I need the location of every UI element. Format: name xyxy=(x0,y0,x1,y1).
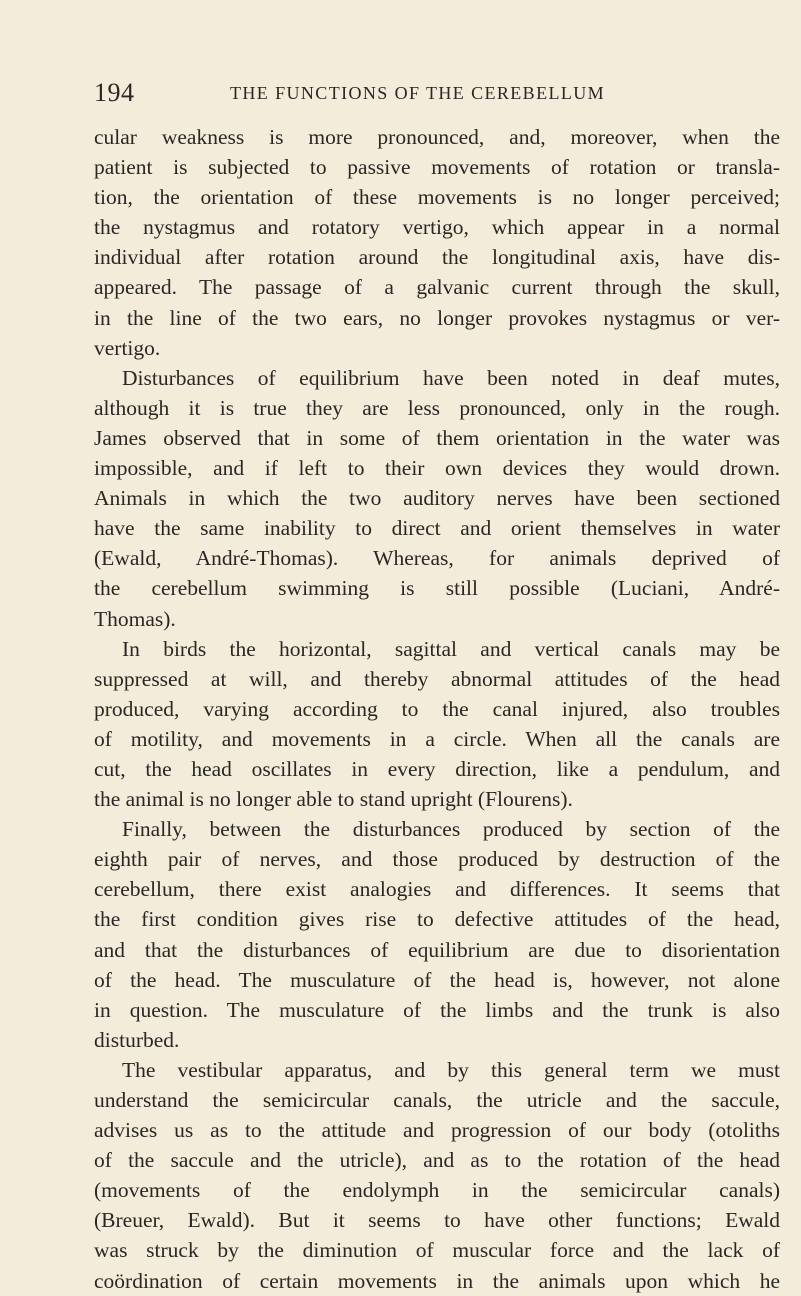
text-line: the cerebellum swimming is still possible (Luciani, André- xyxy=(94,576,780,601)
text-line: patient is subjected to passive movements of rotation or transla- xyxy=(94,155,780,180)
text-line: was struck by the diminution of muscular force and the lack of xyxy=(94,1238,780,1263)
text-line: in the line of the two ears, no longer provokes nystagmus or ver- xyxy=(94,305,780,330)
text-line: individual after rotation around the longitudinal axis, have dis- xyxy=(94,245,780,270)
text-line: James observed that in some of them orientation in the water was xyxy=(94,425,780,450)
text-line: suppressed at will, and thereby abnormal attitudes of the head xyxy=(94,666,780,691)
text-line: impossible, and if left to their own devices they would drown. xyxy=(94,456,780,481)
text-line: disturbed. xyxy=(94,1027,180,1052)
text-line: eighth pair of nerves, and those produced by destruction of the xyxy=(94,847,780,872)
text-line: Disturbances of equilibrium have been noted in deaf mutes, xyxy=(122,365,780,390)
text-line: of the head. The musculature of the head is, however, not alone xyxy=(94,967,780,992)
text-line: (Ewald, André-Thomas). Whereas, for animals deprived of xyxy=(94,546,780,571)
text-line: cut, the head oscillates in every direction, like a pendulum, and xyxy=(94,756,780,781)
text-line: Thomas). xyxy=(94,606,176,631)
text-line: of the saccule and the utricle), and as to the rotation of the head xyxy=(94,1148,780,1173)
text-line: In birds the horizontal, sagittal and vertical canals may be xyxy=(122,636,780,661)
text-line: Animals in which the two auditory nerves have been sectioned xyxy=(94,486,780,511)
text-line: tion, the orientation of these movements is no longer perceived; xyxy=(94,185,780,210)
text-line: produced, varying according to the canal injured, also troubles xyxy=(94,696,780,721)
page-number: 194 xyxy=(94,78,135,107)
text-line: of motility, and movements in a circle. When all the canals are xyxy=(94,726,780,751)
text-line: the animal is no longer able to stand upright (Flourens). xyxy=(94,787,573,812)
text-line: The vestibular apparatus, and by this general term we must xyxy=(122,1057,780,1082)
running-head xyxy=(94,78,741,108)
text-line: the nystagmus and rotatory vertigo, which appear in a normal xyxy=(94,215,780,240)
text-line: although it is true they are less pronounced, only in the rough. xyxy=(94,395,780,420)
text-line: (Breuer, Ewald). But it seems to have other functions; Ewald xyxy=(94,1208,780,1233)
text-line: have the same inability to direct and orient themselves in water xyxy=(94,516,780,541)
text-line: the first condition gives rise to defective attitudes of the head, xyxy=(94,907,780,932)
body-text xyxy=(94,122,780,1296)
text-line: in question. The musculature of the limbs and the trunk is also xyxy=(94,997,780,1022)
text-line: vertigo. xyxy=(94,335,161,360)
running-head-title: THE FUNCTIONS OF THE CEREBELLUM xyxy=(230,83,606,103)
text-line: appeared. The passage of a galvanic current through the skull, xyxy=(94,275,780,300)
text-line: Finally, between the disturbances produced by section of the xyxy=(122,817,780,842)
text-line: coördination of certain movements in the animals upon which he xyxy=(94,1268,780,1293)
text-line: cular weakness is more pronounced, and, moreover, when the xyxy=(94,125,780,149)
text-line: cerebellum, there exist analogies and differences. It seems that xyxy=(94,877,780,902)
text-line: understand the semicircular canals, the utricle and the saccule, xyxy=(94,1088,780,1112)
text-line: advises us as to the attitude and progression of our body (otoliths xyxy=(94,1118,780,1143)
text-line: and that the disturbances of equilibrium are due to disorientation xyxy=(94,937,780,962)
text-line: (movements of the endolymph in the semicircular canals) xyxy=(94,1178,780,1203)
